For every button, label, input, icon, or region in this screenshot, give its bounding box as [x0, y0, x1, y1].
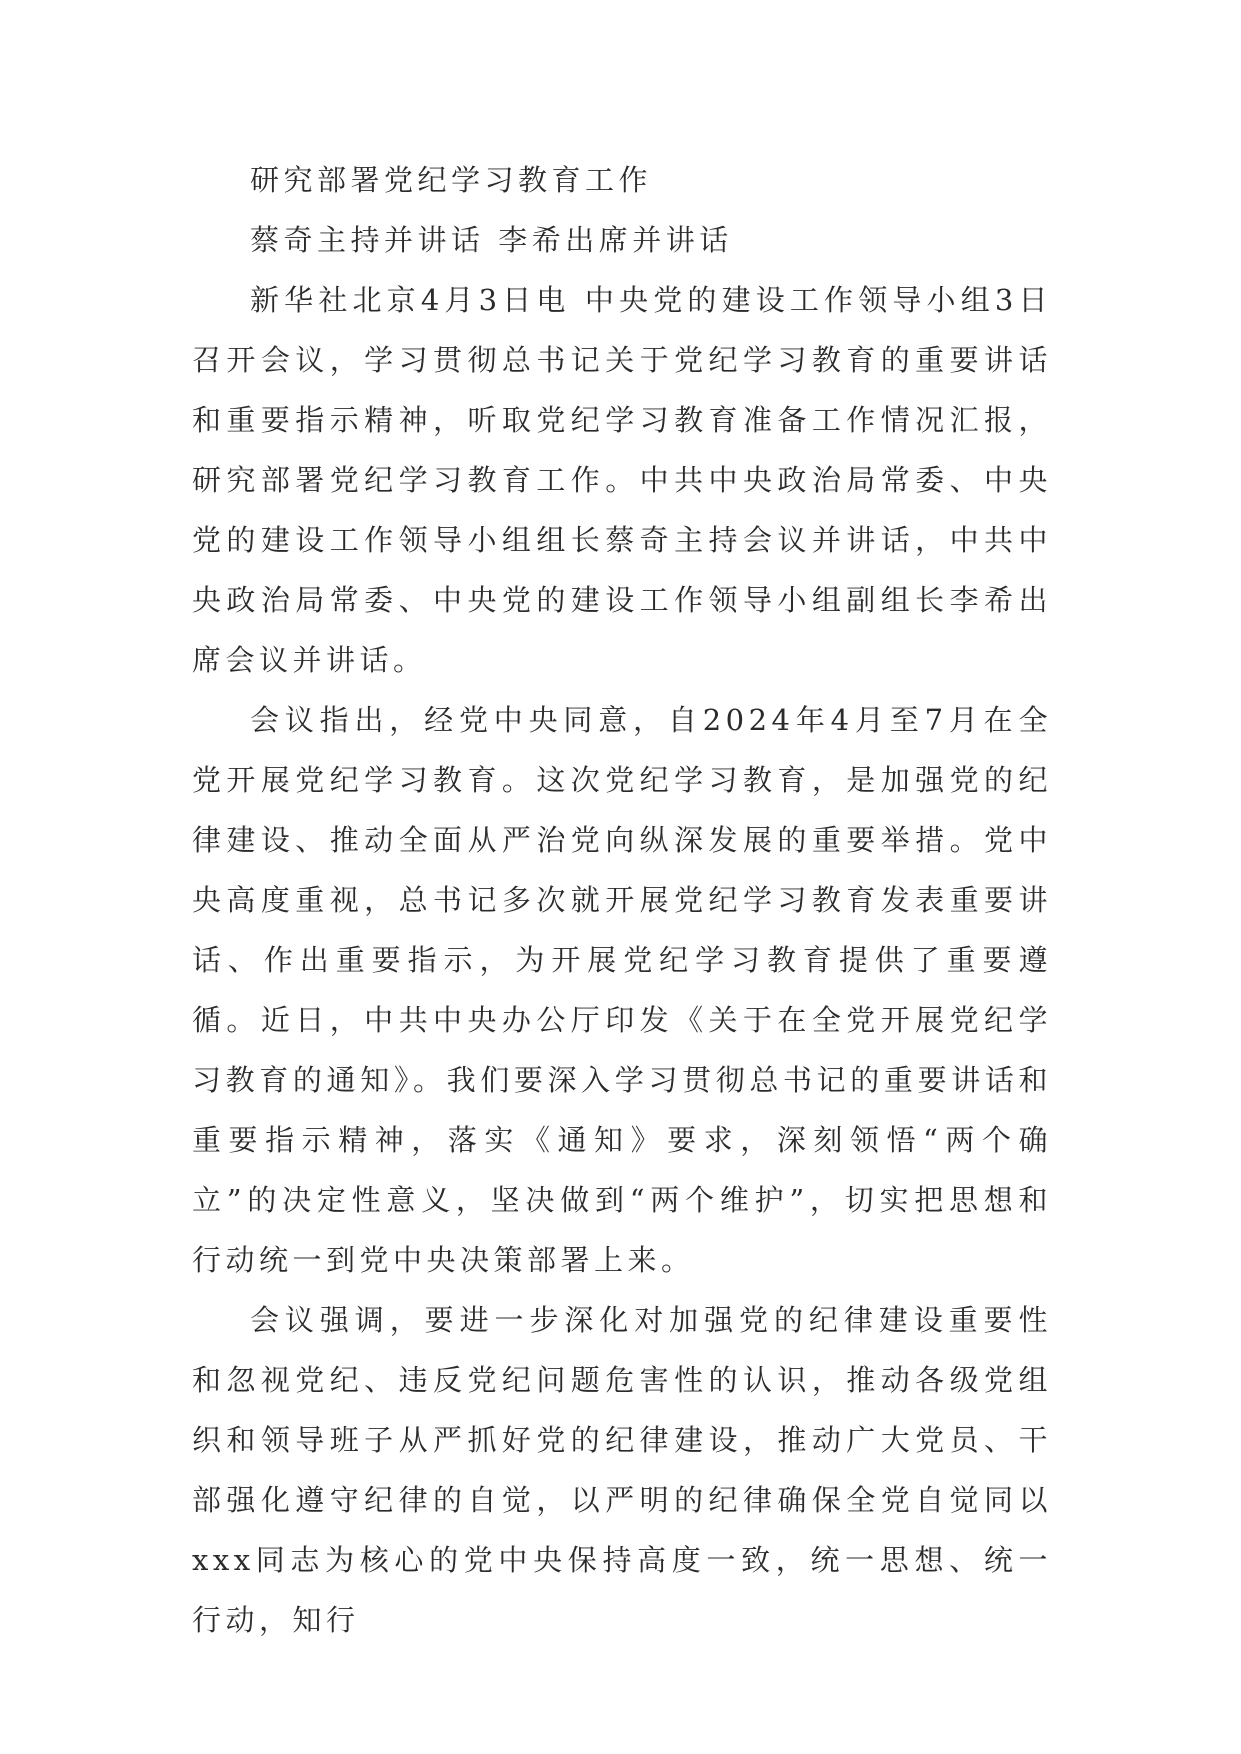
paragraph-meeting-emphasizes: 会议强调，要进一步深化对加强党的纪律建设重要性和忽视党纪、违反党纪问题危害性的认识，推动各级党组织和领导班子从严抓好党的纪律建设，推动广大党员、干部强化遵守纪律的自觉，以严明的纪律确保全党自觉同以xxx同志为核心的党中央保持高度一致，统一思想、统一行动，知行: [192, 1303, 1052, 1637]
paragraph-meeting-points-out: 会议指出，经党中央同意，自2024年4月至7月在全党开展党纪学习教育。这次党纪学习教育，是加强党的纪律建设、推动全面从严治党向纵深发展的重要举措。党中央高度重视，总书记多次就开展党纪学习教育发表重要讲话、作出重要指示，为开展党纪学习教育提供了重要遵循。近日，中共中央办公厅印发《关于在全党开展党纪学习教育的通知》。我们要深入学习贯彻总书记的重要讲话和重要指示精神，落实《通知》要求，深刻领悟“两个确立”的决定性意义，坚决做到“两个维护”，切实把思想和行动统一到党中央决策部署上来。: [192, 703, 1052, 1277]
paragraph-news-lead: 新华社北京4月3日电 中央党的建设工作领导小组3日召开会议，学习贯彻总书记关于党纪学习教育的重要讲话和重要指示精神，听取党纪学习教育准备工作情况汇报，研究部署党纪学习教育工作。中共中央政治局常委、中央党的建设工作领导小组组长蔡奇主持会议并讲话，中共中央政治局常委、中央党的建设工作领导小组副组长李希出席会议并讲话。: [192, 283, 1052, 677]
subtitle-line: 蔡奇主持并讲话 李希出席并讲话: [250, 223, 733, 257]
document-body: [192, 150, 1052, 1650]
title-line: 研究部署党纪学习教育工作: [250, 163, 653, 197]
